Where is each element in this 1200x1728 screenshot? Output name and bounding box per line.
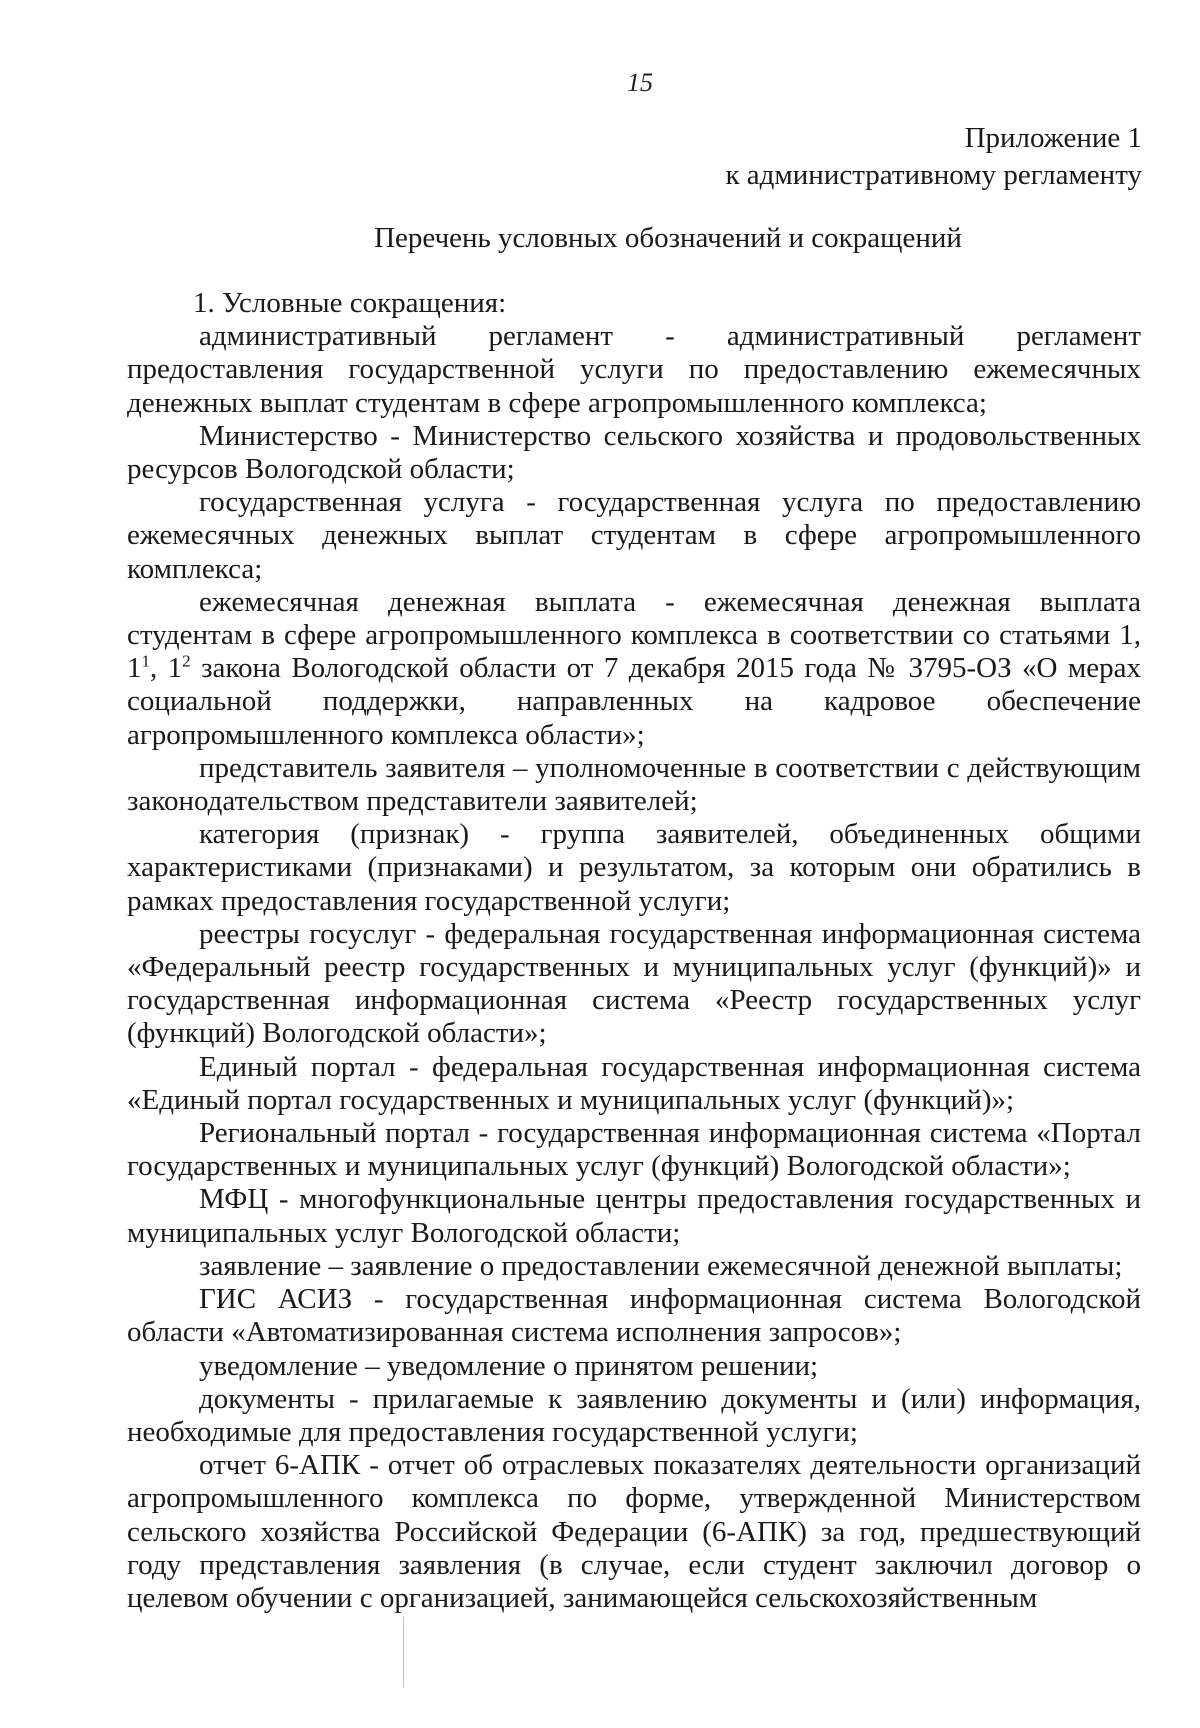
definition-ministry: Министерство - Министерство сельского хозяйства и продовольственных ресурсов Вологодской области; — [127, 419, 1141, 486]
superscript-2: 2 — [182, 651, 191, 671]
monthly-payment-text-mid: , 1 — [150, 652, 183, 685]
document-body — [127, 287, 1141, 1615]
definition-unified-portal: Единый портал - федеральная государственная информационная система «Единый портал государственных и муниципальных услуг (функций)»; — [127, 1050, 1141, 1116]
section-heading: 1. Условные сокращения: — [193, 287, 507, 319]
definition-monthly-payment — [127, 586, 1141, 752]
definition-report-6apk: отчет 6-АПК - отчет об отраслевых показателях деятельности организаций агропромышленного комплекса по форме, утвержденной Министерством сельского хозяйства Российской Федерации (6-АПК) за год, предшествующий году представления заявления (в случае, если студент заключил договор о целевом обучении с организацией, занимающейся сельскохозяйственным — [127, 1449, 1141, 1614]
appendix-line-1: Приложение 1 — [964, 122, 1142, 154]
definition-state-service: государственная услуга - государственная услуга по предоставлению ежемесячных денежных выплат студентам в сфере агропромышленного комплекса; — [127, 486, 1141, 585]
definition-notification: уведомление – уведомление о принятом решении; — [199, 1349, 819, 1382]
definition-admin-regulation: административный регламент - административный регламент предоставления государственной услуги по предоставлению ежемесячных денежных выплат студентам в сфере агропромышленного комплекса; — [127, 320, 1141, 419]
monthly-payment-text-start: ежемесячная денежная выплата - ежемесячная денежная выплата студентам в сфере агропромышленного комплекса в соответствии со статьями 1, 1 — [127, 585, 1141, 685]
definition-mfc: МФЦ - многофункциональные центры предоставления государственных и муниципальных услуг Вологодской области; — [127, 1183, 1141, 1249]
definition-regional-portal: Региональный портал - государственная информационная система «Портал государственных и муниципальных услуг (функций) Вологодской области»; — [127, 1117, 1141, 1183]
superscript-1: 1 — [141, 651, 150, 671]
appendix-line-2: к административному регламенту — [725, 159, 1142, 191]
definition-applicant-representative: представитель заявителя – уполномоченные в соответствии с действующим законодательством представители заявителей; — [127, 751, 1141, 818]
definition-category: категория (признак) - группа заявителей, объединенных общими характеристиками (признаками) и результатом, за которым они обратились в рамках предоставления государственной услуги; — [127, 818, 1141, 917]
page-number: 15 — [627, 68, 653, 97]
appendix-header — [725, 120, 1142, 194]
monthly-payment-text-end: закона Вологодской области от 7 декабря 2015 года № 3795-ОЗ «О мерах социальной поддержки, направленных на кадровое обеспечение агропромышленного комплекса области»; — [127, 652, 1142, 751]
definition-service-registries: реестры госуслуг - федеральная государственная информационная система «Федеральный реестр государственных и муниципальных услуг (функций)» и государственная информационная система «Реестр государственных услуг (функций) Вологодской области»; — [127, 917, 1141, 1050]
definition-documents: документы - прилагаемые к заявлению документы и (или) информация, необходимые для предоставления государственной услуги; — [127, 1382, 1141, 1448]
definition-gis-asiz: ГИС АСИЗ - государственная информационная система Вологодской области «Автоматизированная система исполнения запросов»; — [127, 1283, 1141, 1349]
scan-margin-mark — [403, 1617, 404, 1687]
document-title: Перечень условных обозначений и сокращений — [374, 222, 962, 254]
definition-application: заявление – заявление о предоставлении ежемесячной денежной выплаты; — [199, 1249, 1123, 1282]
